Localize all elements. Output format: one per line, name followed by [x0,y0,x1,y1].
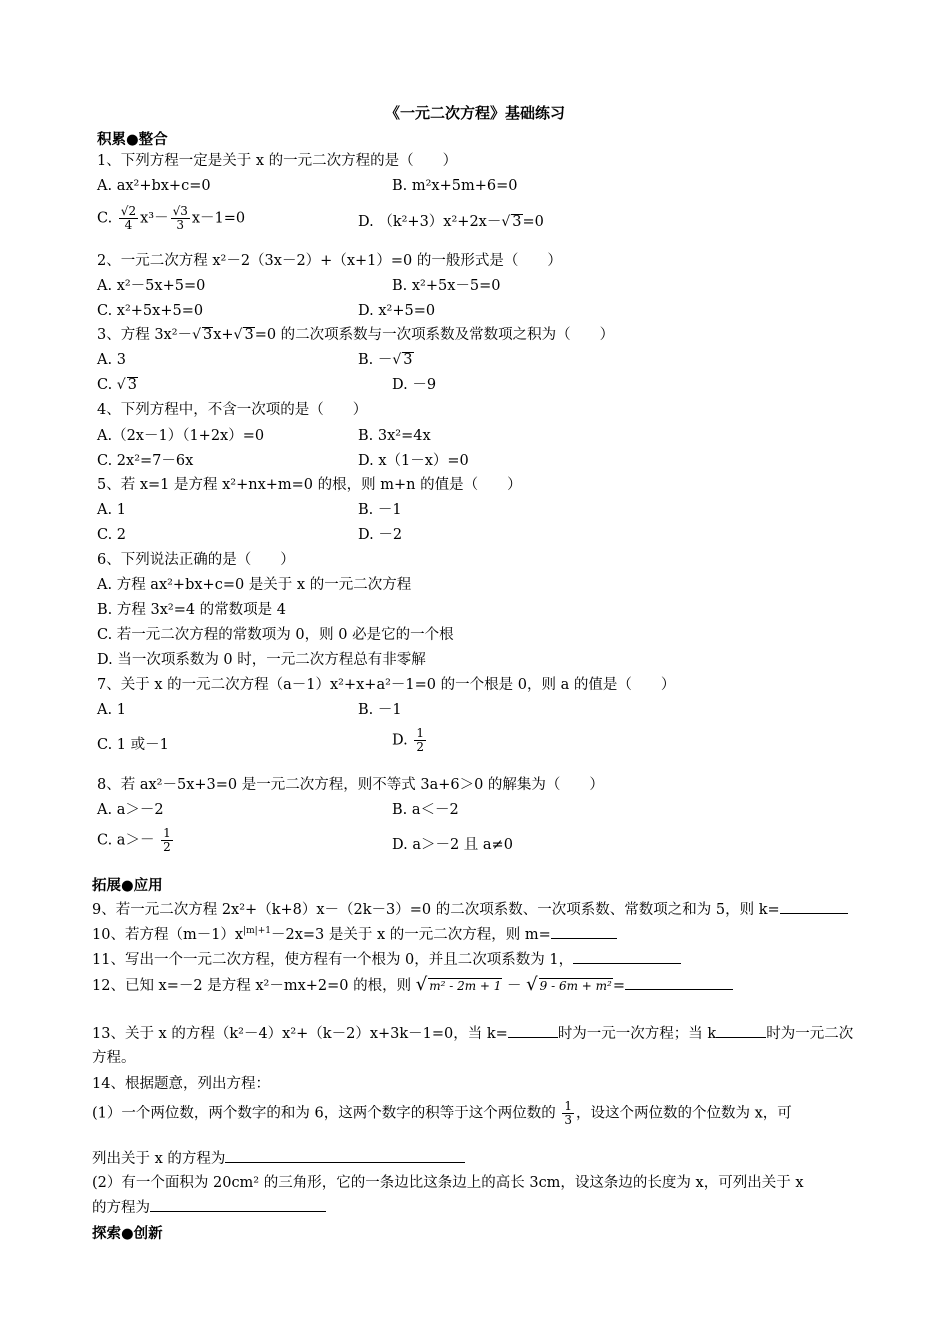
q5-option-c: C. 2 [97,527,127,543]
q7-option-a: A. 1 [97,702,126,718]
q14-part2-line1: (2）有一个面积为 20cm² 的三角形，它的一条边比这条边上的高长 3cm，设这条边的长度为 x，可列出关于 x [92,1175,804,1191]
q6-stem: 6、下列说法正确的是（ ） [97,552,295,568]
q5-stem: 5、若 x=1 是方程 x²+nx+m=0 的根，则 m+n 的值是（ ） [97,477,522,493]
q5-option-a: A. 1 [97,502,126,518]
q3-option-a: A. 3 [97,352,126,368]
q10-line: 10、若方程$(m-1)x^{|m|+1}-2x=3$ 是关于 x 的一元二次方程，则 m= [92,924,617,945]
q8-c-fraction: $\frac{1}{2}$ [163,826,171,854]
q6-option-a: A. 方程 ax²+bx+c=0 是关于 x 的一元二次方程 [97,577,412,593]
q13-blank-quadratic[interactable] [716,1023,766,1038]
q14-stem: 14、根据题意，列出方程： [92,1076,270,1092]
q8-option-a: A. a＞－2 [97,802,164,818]
q1-c-fraction-2: $\frac{√3}{3}$ [172,204,188,232]
q1-option-c: C. $\frac{√2}{4}$ x³－ $\frac{√3}{3}$ x－1=0 [97,204,246,232]
q7-stem: 7、关于 x 的一元二次方程（a－1）x²+x+a²－1=0 的一个根是 0，则 a 的值是（ ） [97,677,676,693]
q14-fraction: $\frac{1}{3}$ [564,1099,572,1127]
q1-option-a: A. ax²+bx+c=0 [97,178,211,194]
q7-d-fraction: $\frac{1}{2}$ [416,726,424,754]
q4-option-d: D. x（1－x）=0 [358,453,469,469]
q2-option-b: B. x²+5x－5=0 [392,278,501,294]
q13-blank-linear[interactable] [508,1023,558,1038]
q2-option-a: A. x²－5x+5=0 [97,278,206,294]
q7-option-c: C. 1 或－1 [97,737,169,753]
q3-option-b: B. －√ 3 [358,352,413,368]
q13-line-2: 方程。 [92,1050,136,1066]
q6-option-b: B. 方程 3x²=4 的常数项是 4 [97,602,287,618]
q5-option-b: B. －1 [358,502,402,518]
q3-stem: 3、方程 3x²－√ 3x+√ 3=0 的二次项系数与一次项系数及常数项之积为（ ） [97,327,615,343]
q3-option-d: D. －9 [392,377,437,393]
q14-part2-line2: 的方程为 [92,1197,326,1218]
q2-stem: 2、一元二次方程 x²－2（3x－2）+（x+1）=0 的一般形式是（ ） [97,253,562,269]
q10-answer-blank[interactable] [551,924,617,939]
q7-option-d: D. $\frac{1}{2}$ [392,726,424,754]
q1-option-b: B. m²x+5m+6=0 [392,178,518,194]
q1-stem: 1、下列方程一定是关于 x 的一元二次方程的是（ ） [97,153,458,169]
q4-stem: 4、下列方程中，不含一次项的是（ ） [97,402,368,418]
q1-c-label: C. [97,210,113,227]
section-heading-extend: 拓展●应用 [92,878,163,894]
q5-option-d: D. －2 [358,527,403,543]
q8-stem: 8、若 ax²－5x+3=0 是一元二次方程，则不等式 3a+6＞0 的解集为（ ） [97,777,604,793]
q1-c-fraction-1: $\frac{√2}{4}$ [120,204,137,232]
section-heading-explore: 探索●创新 [92,1226,163,1242]
q7-option-b: B. －1 [358,702,402,718]
q8-option-d: D. a＞－2 且 a≠0 [392,837,513,853]
q13-line-1: 13、关于 x 的方程（k²－4）x²+（k－2）x+3k－1=0，当 k= 时为一元一次方程；当 k 时为一元二次 [92,1023,853,1044]
q12-line: 12、已知 x=－2 是方程 x²－mx+2=0 的根，则 √ m² - 2m + 1 － √ 9 - 6m + m²= [92,975,733,996]
q14-part1-line2: 列出关于 x 的方程为 [92,1148,465,1169]
q11-line: 11、写出一个一元二次方程，使方程有一个根为 0，并且二次项系数为 1， [92,949,681,970]
q9-answer-blank[interactable] [780,899,848,914]
q2-option-c: C. x²+5x+5=0 [97,303,204,319]
q14-part2-answer-blank[interactable] [150,1197,326,1212]
q2-option-d: D. x²+5=0 [358,303,436,319]
q11-answer-blank[interactable] [573,949,681,964]
q14-part1-answer-blank[interactable] [225,1148,465,1163]
q4-option-a: A.（2x－1）（1+2x）=0 [97,428,265,444]
section-heading-accumulate: 积累●整合 [97,132,168,148]
q3-option-c: C. √ 3 [97,377,137,393]
q14-part1-line1: (1）一个两位数，两个数字的和为 6，这两个数字的积等于这个两位数的 $\frac{1}{3}$ ，设这个两位数的个位数为 x，可 [92,1099,792,1127]
q8-option-c: C. a＞－ $\frac{1}{2}$ [97,826,171,854]
q9-line: 9、若一元二次方程 2x²+（k+8）x－（2k－3）=0 的二次项系数、一次项系数、常数项之和为 5，则 k= [92,899,848,920]
q6-option-d: D. 当一次项系数为 0 时，一元二次方程总有非零解 [97,652,426,668]
q1-option-d: D. （k²+3）x²+2x－√ 3=0 [358,214,544,230]
q8-option-b: B. a＜－2 [392,802,459,818]
q12-answer-blank[interactable] [625,975,733,990]
q6-option-c: C. 若一元二次方程的常数项为 0，则 0 必是它的一个根 [97,627,454,643]
q4-option-b: B. 3x²=4x [358,428,431,444]
page-title: 《一元二次方程》基础练习 [384,104,565,122]
q4-option-c: C. 2x²=7－6x [97,453,194,469]
